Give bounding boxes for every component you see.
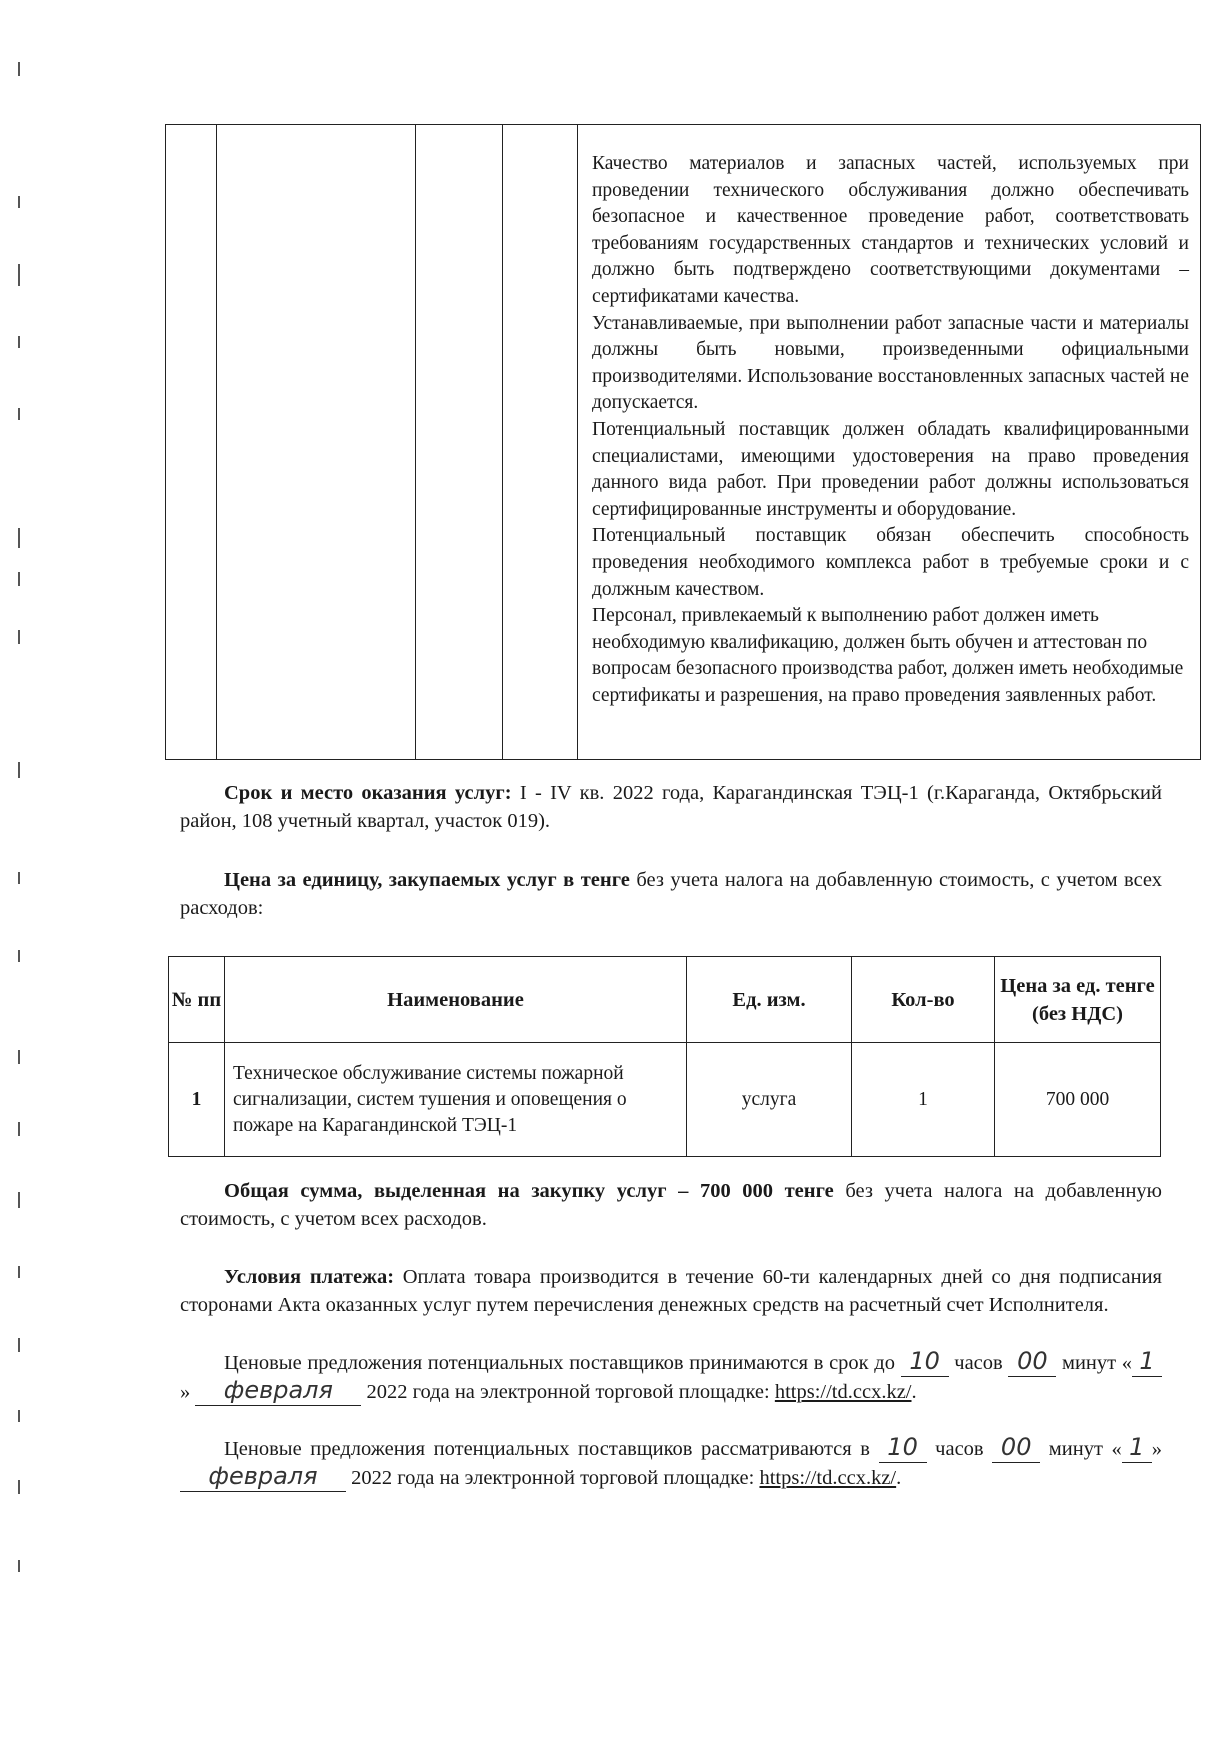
handwritten-day: 1 — [1129, 1433, 1145, 1461]
review-paragraph: Ценовые предложения потенциальных поставщиков рассматриваются в 10 часов 00 минут « 1 » февраля 2022 года на электронной торговой площадке: https://td.ccx.kz/. — [180, 1434, 1162, 1492]
total-text: без учета налога на добавленную стоимость, с учетом всех расходов. — [180, 1180, 1162, 1230]
spec-paragraph: Потенциальный поставщик обязан обеспечить способность проведения необходимого комплекса работ в требуемые сроки и с должным качеством. — [592, 525, 1189, 600]
spec-paragraph: Персонал, привлекаемый к выполнению работ должен иметь необходимую квалификацию, должен быть обучен и аттестован по вопросам безопасного производства работ, должен иметь необходимые сертификаты и разрешения, на право проведения заявленных работ. — [592, 605, 1184, 706]
review-day-field — [1122, 1434, 1152, 1463]
review-hour-field — [879, 1434, 927, 1463]
spec-paragraph: Устанавливаемые, при выполнении работ запасные части и материалы должны быть новыми, произведенными официальными производителями. Использование восстановленных запасных частей не допускается. — [592, 312, 1189, 414]
spec-requirements — [578, 125, 1201, 760]
handwritten-minutes: 00 — [1017, 1347, 1048, 1375]
submission-month-field — [195, 1377, 361, 1406]
total-paragraph — [180, 1177, 1162, 1233]
spec-cell-qty — [503, 125, 578, 760]
spec-table — [165, 124, 1201, 760]
price-intro-text: без учета налога на добавленную стоимость, с учетом всех расходов: — [180, 869, 1163, 919]
payment-paragraph — [180, 1263, 1162, 1319]
handwritten-hour: 10 — [887, 1433, 918, 1461]
review-minutes-field — [992, 1434, 1040, 1463]
review-url-link[interactable]: https://td.ccx.kz/ — [759, 1467, 897, 1489]
term-text: I - IV кв. 2022 года, Карагандинская ТЭЦ-1 (г.Караганда, Октябрьский район, 108 учетный квартал, участок 019). — [180, 782, 1162, 832]
spec-paragraph: Потенциальный поставщик должен обладать квалифицированными специалистами, имеющими удостоверения на право проведения данного вида работ. При проведении работ должны использоваться сертифицированные инструменты и оборудование. — [592, 418, 1189, 520]
price-row-price: 700 000 — [995, 1043, 1161, 1157]
term-label: Срок и место оказания услуг: — [224, 782, 512, 804]
price-row-unit: услуга — [687, 1043, 852, 1157]
handwritten-hour: 10 — [909, 1347, 940, 1375]
payment-text: Оплата товара производится в течение 60-ти календарных дней со дня подписания сторонами Акта оказанных услуг путем перечисления денежных средств на расчетный счет Исполнителя. — [180, 1266, 1162, 1316]
price-header-price: Цена за ед. тенге (без НДС) — [995, 957, 1161, 1043]
price-header-name: Наименование — [225, 957, 687, 1043]
price-header-unit: Ед. изм. — [687, 957, 852, 1043]
price-header-qty: Кол-во — [852, 957, 995, 1043]
submission-url-link[interactable]: https://td.ccx.kz/ — [774, 1381, 912, 1403]
submission-hour-field — [901, 1348, 949, 1377]
submission-minutes-field — [1008, 1348, 1056, 1377]
price-row-qty: 1 — [852, 1043, 995, 1157]
submission-day-field — [1132, 1348, 1162, 1377]
handwritten-day: 1 — [1139, 1347, 1155, 1375]
handwritten-month: февраля — [208, 1462, 318, 1490]
price-table — [168, 956, 1161, 1157]
review-month-field — [180, 1463, 346, 1492]
handwritten-month: февраля — [223, 1376, 333, 1404]
price-header-num: № пп — [169, 957, 225, 1043]
payment-label: Условия платежа: — [224, 1266, 395, 1288]
price-row-name: Техническое обслуживание системы пожарной сигнализации, систем тушения и оповещения о пожаре на Карагандинской ТЭЦ-1 — [225, 1043, 687, 1157]
spec-cell-unit — [416, 125, 503, 760]
total-label: Общая сумма, выделенная на закупку услуг – 700 000 тенге — [224, 1180, 834, 1202]
price-row-num: 1 — [169, 1043, 225, 1157]
submission-paragraph: Ценовые предложения потенциальных поставщиков принимаются в срок до 10 часов 00 минут « 1» февраля 2022 года на электронной торговой площадке: https://td.ccx.kz/. — [180, 1348, 1162, 1406]
price-intro-paragraph — [180, 866, 1162, 922]
spec-cell-num — [166, 125, 217, 760]
handwritten-minutes: 00 — [1000, 1433, 1032, 1461]
price-intro-label: Цена за единицу, закупаемых услуг в тенге — [224, 869, 630, 891]
price-row — [169, 1043, 1161, 1157]
spec-cell-name — [217, 125, 416, 760]
term-paragraph — [180, 779, 1162, 835]
spec-paragraph: Качество материалов и запасных частей, используемых при проведении технического обслуживания должно обеспечивать безопасное и качественное проведение работ, соответствовать требованиям государственных стандартов и технических условий и должно быть подтверждено соответствующими документами – сертификатами качества. — [592, 153, 1189, 307]
